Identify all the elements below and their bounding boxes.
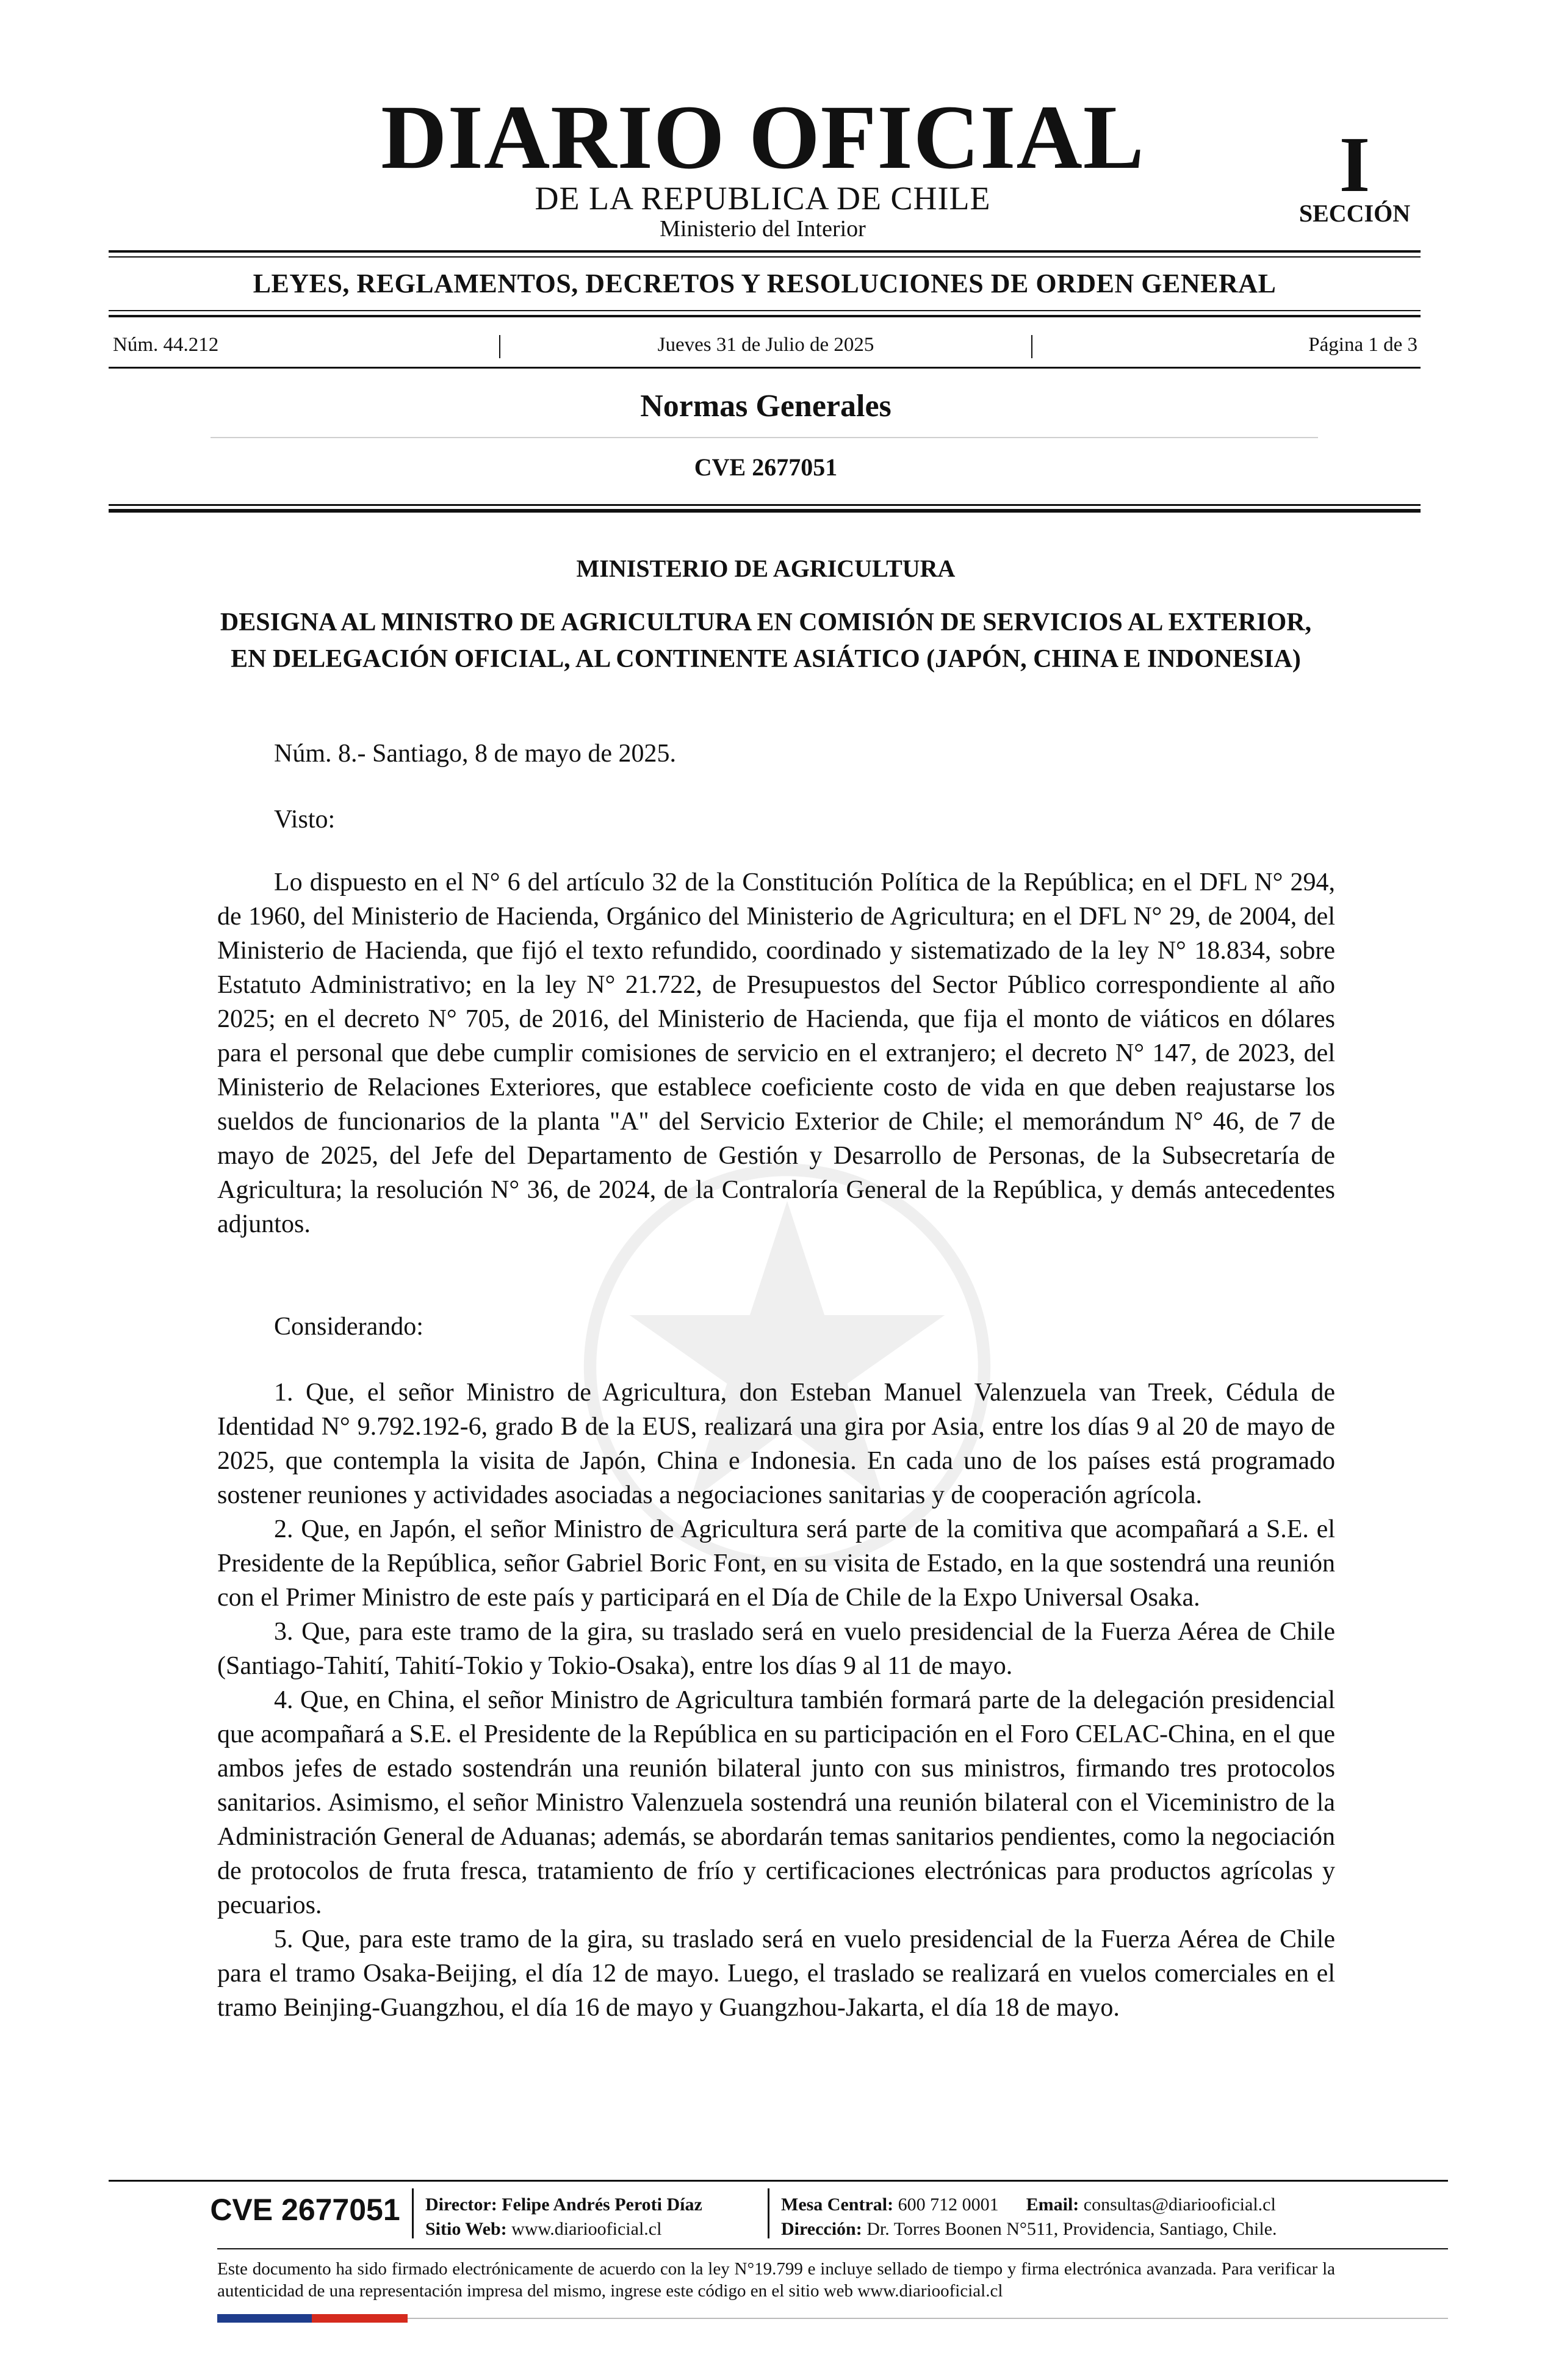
footer-separator: [412, 2188, 414, 2238]
footer-rule: [109, 2180, 1448, 2182]
footer-address: [781, 2220, 1277, 2238]
address-label: Dirección:: [781, 2219, 862, 2239]
section-number: I: [1339, 121, 1371, 209]
issue-page: Página 1 de 3: [1308, 334, 1417, 356]
footer-legal-notice: Este documento ha sido firmado electrónicamente de acuerdo con la ley N°19.799 e incluye sellado de tiempo y firma electrónica avanzada. Para verificar la autenticidad de una representación impresa del mismo, ingrese este código en el sitio web www.diariooficial.cl: [217, 2259, 1335, 2301]
masthead-ministry: Ministerio del Interior: [660, 216, 866, 242]
series-rule-bottom: [109, 315, 1421, 317]
email-link[interactable]: consultas@diariooficial.cl: [1083, 2194, 1276, 2215]
section-label: SECCIÓN: [1298, 200, 1411, 227]
masthead-rule-top: [109, 250, 1421, 253]
decree-number-line: Núm. 8.- Santiago, 8 de mayo de 2025.: [274, 740, 677, 768]
issue-number: Núm. 44.212: [113, 334, 219, 356]
masthead-title: DIARIO OFICIAL: [381, 87, 1145, 188]
heading-divider: [211, 437, 1318, 438]
issue-separator: [1031, 335, 1032, 358]
phone-number: 600 712 0001: [898, 2194, 999, 2215]
series-title: LEYES, REGLAMENTOS, DECRETOS Y RESOLUCIONES DE ORDEN GENERAL: [253, 269, 1277, 298]
website-label: Sitio Web:: [425, 2219, 507, 2239]
flag-stripe-blue: [217, 2314, 312, 2323]
section-heading: Normas Generales: [640, 389, 891, 424]
footer-separator: [768, 2188, 769, 2238]
considerandos-list: [217, 1376, 1335, 2025]
considerando-item: 3. Que, para este tramo de la gira, su traslado será en vuelo presidencial de la Fuerza Aérea de Chile (Santiago-Tahití, Tahití-Tokio y Tokio-Osaka), entre los días 9 al 11 de mayo.: [217, 1618, 1335, 1680]
masthead-subtitle: DE LA REPUBLICA DE CHILE: [535, 180, 991, 217]
issue-date: Jueves 31 de Julio de 2025: [657, 334, 874, 356]
masthead-rule-bottom: [109, 256, 1421, 258]
director-label: Director:: [425, 2194, 497, 2215]
series-rule-top: [109, 310, 1421, 311]
phone-label: Mesa Central:: [781, 2194, 894, 2215]
issue-rule: [109, 367, 1421, 369]
website-link[interactable]: www.diariooficial.cl: [511, 2219, 662, 2239]
considerando-label: Considerando:: [274, 1313, 423, 1341]
cve-code: CVE 2677051: [694, 453, 838, 481]
considerando-item: 4. Que, en China, el señor Ministro de Agricultura también formará parte de la delegación presidencial que acompañará a S.E. el Presidente de la República en su participación en el Foro CELAC-China, en el que ambos jefes de estado sostendrán una reunión bilateral junto con sus ministros, firmando tres protocolos sanitarios. Asimismo, el señor Ministro Valenzuela sostendrá una reunión bilateral con el Viceministro de la Administración General de Aduanas; además, se abordarán temas sanitarios pendientes, como la negociación de protocolos de fruta fresca, tratamiento de frío y certificaciones electrónicas para productos agrícolas y pecuarios.: [217, 1686, 1335, 1919]
decree-title: DESIGNA AL MINISTRO DE AGRICULTURA EN COMISIÓN DE SERVICIOS AL EXTERIOR, EN DELEGACIÓN OFICIAL, AL CONTINENTE ASIÁTICO (JAPÓN, CHINA E INDONESIA): [220, 608, 1312, 673]
footer-legal-rule: [217, 2248, 1448, 2249]
footer-cve-code: CVE 2677051: [210, 2193, 400, 2227]
header-rule-top: [109, 504, 1421, 506]
email-label: Email:: [1026, 2194, 1079, 2215]
flag-stripe-red: [312, 2314, 408, 2323]
considerando-item: 1. Que, el señor Ministro de Agricultura, don Esteban Manuel Valenzuela van Treek, Cédula de Identidad N° 9.792.192-6, grado B de la EUS, realizará una gira por Asia, entre los días 9 al 20 de mayo de 2025, que contempla la visita de Japón, China e Indonesia. En cada uno de los países está programado sostener reuniones y actividades asociadas a negociaciones sanitarias y de cooperación agrícola.: [217, 1379, 1335, 1509]
visto-paragraph: Lo dispuesto en el N° 6 del artículo 32 de la Constitución Política de la República; en el DFL N° 294, de 1960, del Ministerio de Hacienda, Orgánico del Ministerio de Agricultura; en el DFL N° 29, de 2004, del Ministerio de Hacienda, que fijó el texto refundido, coordinado y sistematizado de la ley N° 18.834, sobre Estatuto Administrativo; en la ley N° 21.722, de Presupuestos del Sector Público correspondiente al año 2025; en el decreto N° 705, de 2016, del Ministerio de Hacienda, que fija el monto de viáticos en dólares para el personal que debe cumplir comisiones de servicio en el extranjero; el decreto N° 147, de 2023, del Ministerio de Relaciones Exteriores, que establece coeficiente costo de vida en que deben reajustarse los sueldos de funcionarios de la planta "A" del Servicio Exterior de Chile; el memorándum N° 46, de 7 de mayo de 2025, del Jefe del Departamento de Gestión y Desarrollo de Personas, de la Subsecretaría de Agricultura; la resolución N° 36, de 2024, de la Contraloría General de la República, y demás antecedentes adjuntos.: [217, 868, 1335, 1238]
footer-contact: [781, 2196, 1276, 2214]
footer-website: [425, 2220, 661, 2238]
address-text: Dr. Torres Boonen N°511, Providencia, Santiago, Chile.: [866, 2219, 1277, 2239]
footer-director: [425, 2196, 702, 2214]
director-name: Felipe Andrés Peroti Díaz: [502, 2194, 702, 2215]
visto-label: Visto:: [274, 806, 336, 834]
considerando-item: 2. Que, en Japón, el señor Ministro de Agricultura será parte de la comitiva que acompañará a S.E. el Presidente de la República, señor Gabriel Boric Font, en su visita de Estado, en la que sostendrá una reunión con el Primer Ministro de este país y participará en el Día de Chile de la Expo Universal Osaka.: [217, 1515, 1335, 1612]
header-rule-bottom: [109, 509, 1421, 513]
ministry-heading: MINISTERIO DE AGRICULTURA: [576, 555, 956, 582]
considerando-item: 5. Que, para este tramo de la gira, su traslado será en vuelo presidencial de la Fuerza Aérea de Chile para el tramo Osaka-Beijing, el día 12 de mayo. Luego, el traslado se realizará en vuelos comerciales en el tramo Beinjing-Guangzhou, el día 16 de mayo y Guangzhou-Jakarta, el día 18 de mayo.: [217, 1925, 1335, 2022]
footer-bottom-rule: [408, 2318, 1448, 2319]
